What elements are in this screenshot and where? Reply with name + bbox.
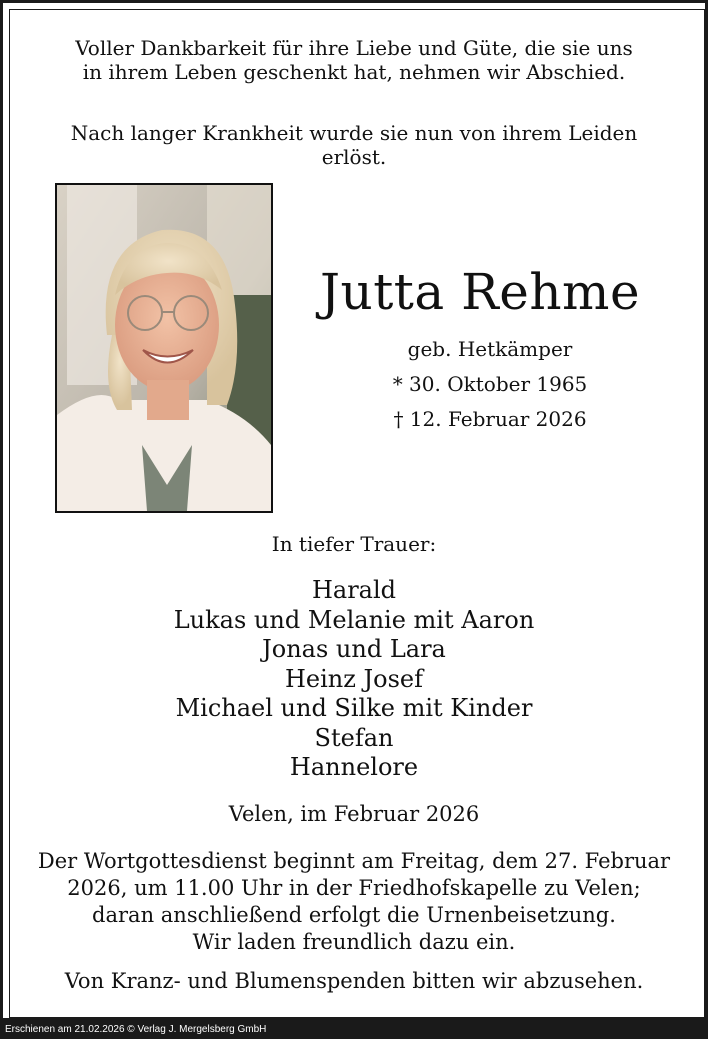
service-info — [20, 848, 688, 956]
mourner-name: Hannelore — [289, 753, 419, 781]
intro-line-2: in ihrem Leben geschenkt hat, nehmen wir Abschied. — [82, 60, 626, 84]
service-line: daran anschließend erfolgt die Urnenbeisetzung. — [92, 903, 616, 927]
publication-footer — [0, 1021, 708, 1039]
service-line: Der Wortgottesdienst beginnt am Freitag, dem 27. Februar — [37, 849, 671, 873]
intro-line-1: Voller Dankbarkeit für ihre Liebe und Güte, die sie uns — [75, 36, 633, 60]
mourner-name: Michael und Silke mit Kinder — [175, 694, 533, 722]
portrait-photo — [55, 183, 273, 513]
illness-line-1: Nach langer Krankheit wurde sie nun von ihrem Leiden — [70, 121, 638, 145]
intro-text — [20, 36, 688, 84]
footer-text: Erschienen am 21.02.2026 © Verlag J. Mergelsberg GmbH — [5, 1024, 267, 1035]
death-date: † 12. Februar 2026 — [393, 407, 587, 431]
deceased-name: Jutta Rehme — [319, 263, 641, 321]
mourner-name: Harald — [311, 576, 397, 604]
mourner-name: Lukas und Melanie mit Aaron — [173, 605, 535, 634]
mourner-name: Stefan — [314, 723, 394, 752]
mourning-heading: In tiefer Trauer: — [271, 532, 437, 556]
place-date: Velen, im Februar 2026 — [228, 802, 480, 826]
mourner-name: Jonas und Lara — [262, 635, 446, 663]
illness-text — [20, 121, 688, 169]
service-line: Wir laden freundlich dazu ein. — [192, 930, 516, 954]
mourner-name: Heinz Josef — [284, 664, 423, 693]
flowers-note: Von Kranz- und Blumenspenden bitten wir abzusehen. — [64, 969, 644, 993]
portrait-image — [57, 185, 271, 511]
mourners-list — [20, 576, 688, 783]
birth-name: geb. Hetkämper — [407, 337, 573, 361]
service-line: 2026, um 11.00 Uhr in der Friedhofskapelle zu Velen; — [67, 876, 641, 900]
illness-line-2: erlöst. — [321, 145, 387, 169]
birth-date: * 30. Oktober 1965 — [392, 372, 588, 396]
